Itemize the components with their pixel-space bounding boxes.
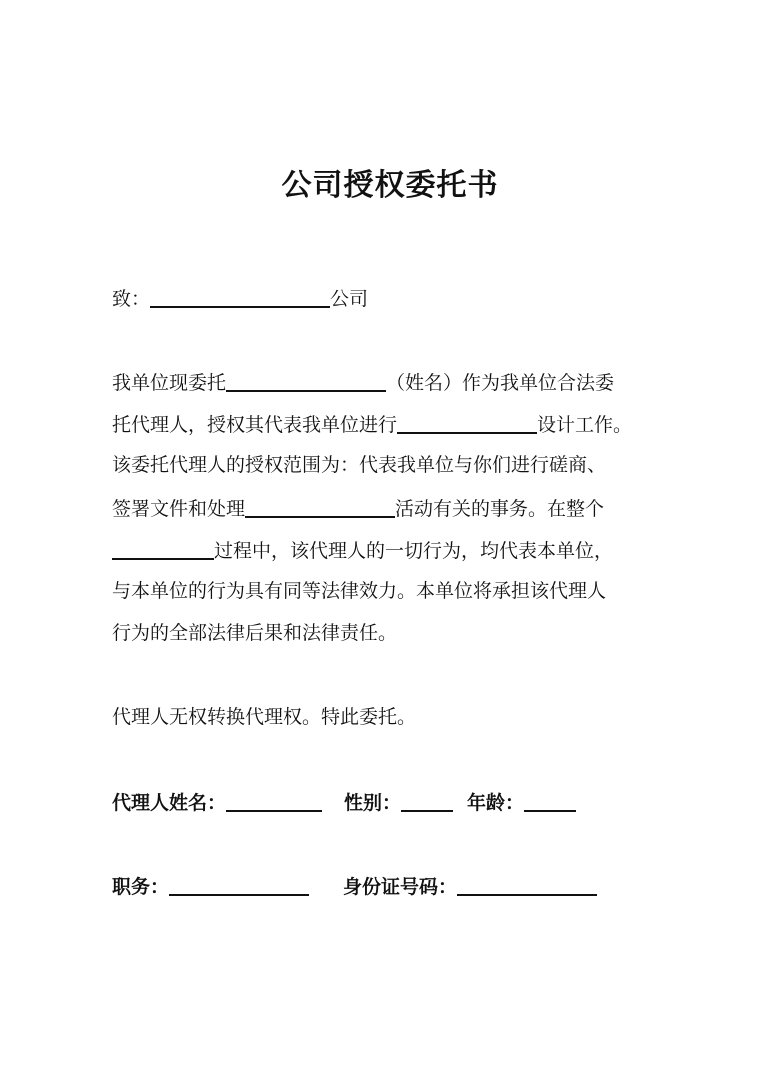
paragraph-line-7: 行为的全部法律后果和法律责任。 <box>112 622 398 644</box>
paragraph-line-2 <box>112 414 632 435</box>
company-blank[interactable] <box>150 288 330 308</box>
project-blank[interactable] <box>397 414 537 434</box>
text-segment: 设计工作。 <box>537 414 633 436</box>
paragraph-line-4 <box>112 498 604 519</box>
closing-statement: 代理人无权转换代理权。特此委托。 <box>112 706 417 728</box>
agent-name-label: 代理人姓名： <box>112 792 227 814</box>
gender-label: 性别： <box>344 792 402 814</box>
text-segment: 过程中，该代理人的一切行为，均代表本单位， <box>214 540 614 562</box>
position-id-row <box>112 876 597 897</box>
agent-info-row <box>112 792 576 813</box>
addressee-prefix: 致： <box>112 288 151 310</box>
activity-blank[interactable] <box>245 498 395 518</box>
id-number-label: 身份证号码： <box>343 876 458 898</box>
age-label: 年龄： <box>467 792 525 814</box>
paragraph-line-6: 与本单位的行为具有同等法律效力。本单位将承担该代理人 <box>112 580 607 602</box>
addressee-line <box>112 288 368 309</box>
position-label: 职务： <box>112 876 170 898</box>
agent-name-blank[interactable] <box>226 372 386 392</box>
process-blank[interactable] <box>112 540 214 560</box>
text-segment: （姓名）作为我单位合法委 <box>386 372 615 394</box>
gender-field[interactable] <box>401 792 453 812</box>
paragraph-line-5 <box>112 540 613 561</box>
position-field[interactable] <box>169 876 309 896</box>
id-number-field[interactable] <box>457 876 597 896</box>
text-segment: 活动有关的事务。在整个 <box>395 498 605 520</box>
paragraph-line-1 <box>112 372 614 393</box>
document-title: 公司授权委托书 <box>281 168 499 203</box>
agent-name-field[interactable] <box>226 792 322 812</box>
text-segment: 托代理人，授权其代表我单位进行 <box>112 414 398 436</box>
paragraph-line-3: 该委托代理人的授权范围为：代表我单位与你们进行磋商、 <box>112 454 607 476</box>
age-field[interactable] <box>524 792 576 812</box>
addressee-suffix: 公司 <box>330 288 369 310</box>
text-segment: 签署文件和处理 <box>112 498 246 520</box>
text-segment: 我单位现委托 <box>112 372 227 394</box>
